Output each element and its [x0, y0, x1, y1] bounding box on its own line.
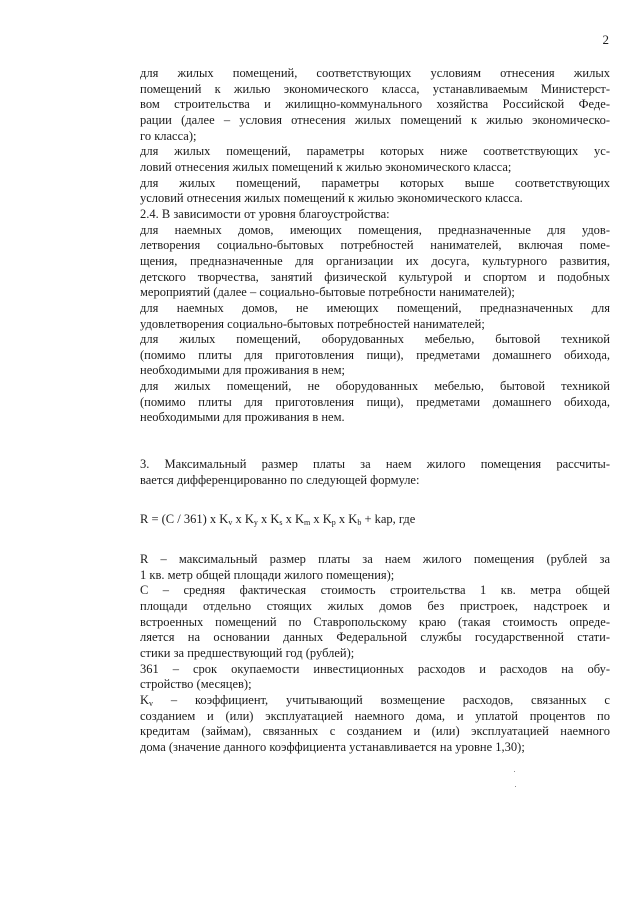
text-line: щения, предназначенные для организации их досуга, культурного развития,	[140, 253, 610, 268]
text-line: вается дифференцированно по следующей формуле:	[140, 472, 420, 487]
paragraph-unfurnished	[112, 379, 610, 426]
text-line: стройство (месяцев);	[140, 677, 252, 692]
text-line	[112, 693, 610, 709]
text-line: помещений к жилью экономического класса, устанавливаемым Министерст-	[140, 81, 610, 96]
formula-text: x K	[282, 512, 305, 527]
formula-subscript: y	[253, 518, 258, 528]
text-line: для жилых помещений, параметры которых выше соответствующих	[140, 175, 610, 190]
paragraph-furnished	[112, 332, 610, 379]
text-line: для жилых помещений, соответствующих условиям отнесения жилых	[140, 66, 610, 80]
text-line: площади отдельно стоящих жилых домов без пристроек, надстроек и	[140, 599, 610, 614]
scan-speck	[514, 771, 515, 772]
text-line: встроенных помещений по Ставропольскому краю (такая стоимость опреде-	[140, 614, 610, 629]
text-line: C – средняя фактическая стоимость строительства 1 кв. метра общей	[140, 583, 610, 598]
text-line: удовлетворения социально-бытовых потребностей нанимателей;	[140, 316, 485, 331]
text-line: дома (значение данного коэффициента устанавливается на уровне 1,30);	[140, 739, 525, 754]
formula-subscript: p	[331, 518, 336, 528]
text-line: для жилых помещений, не оборудованных мебелью, бытовой техникой	[140, 379, 610, 394]
text-line: кредитам (займам), связанных с созданием и (или) эксплуатацией наемного	[140, 724, 610, 739]
text-line: необходимыми для проживания в нем;	[140, 363, 345, 378]
text-line: (помимо плиты для приготовления пищи), предметами домашнего обихода,	[140, 394, 610, 409]
paragraph-economy-class	[112, 66, 610, 144]
text-line: созданием и (или) эксплуатацией наемного дома, и уплатой процентов по	[140, 708, 610, 723]
kv-first-line: – коэффициент, учитывающий возмещение расходов, связанных с	[153, 692, 610, 707]
text-line: ловий отнесения жилых помещений к жилью экономического класса;	[140, 159, 512, 174]
formula-text: x K	[335, 512, 358, 527]
formula-subscript: m	[304, 518, 311, 528]
text-line: летворения социально-бытовых потребностей нанимателей, включая поме-	[140, 238, 610, 253]
text-line: для наемных домов, не имеющих помещений, предназначенных для	[140, 300, 610, 315]
formula-text: x K	[257, 512, 280, 527]
text-line: для жилых помещений, параметры которых ниже соответствующих ус-	[140, 144, 610, 159]
text-line: 1 кв. метр общей площади жилого помещения);	[140, 567, 395, 582]
scan-speck	[515, 786, 516, 787]
paragraph-above-economy	[112, 176, 610, 207]
formula-subscript: b	[357, 518, 362, 528]
definition-kv	[112, 693, 610, 756]
section-2-4-heading	[112, 207, 610, 223]
rent-formula	[112, 512, 610, 528]
formula-subscript: v	[228, 518, 233, 528]
text-line: мероприятий (далее – социально-бытовые потребности нанимателей);	[140, 285, 515, 300]
paragraph-below-economy	[112, 144, 610, 175]
text-line: го класса);	[140, 128, 197, 143]
text-line: для жилых помещений, оборудованных мебелью, бытовой техникой	[140, 332, 610, 347]
text-line: 2.4. В зависимости от уровня благоустройства:	[140, 206, 390, 221]
text-line: необходимыми для проживания в нем.	[140, 410, 345, 425]
text-line: R – максимальный размер платы за наем жилого помещения (рублей за	[140, 552, 610, 567]
text-line: для наемных домов, имеющих помещения, предназначенные для удов-	[140, 222, 610, 237]
text-line: 361 – срок окупаемости инвестиционных расходов и расходов на обу-	[140, 661, 610, 676]
kv-symbol: K	[140, 692, 150, 707]
text-line: условий отнесения жилых помещений к жилью экономического класса.	[140, 191, 523, 206]
text-line: (помимо плиты для приготовления пищи), предметами домашнего обихода,	[140, 347, 610, 362]
formula-text: x K	[310, 512, 332, 527]
text-line: 3. Максимальный размер платы за наем жилого помещения рассчиты-	[140, 457, 610, 472]
text-line: ляется на основании данных Федеральной службы государственной стати-	[140, 630, 610, 645]
kv-subscript: v	[149, 698, 154, 708]
formula-text: + kap, где	[361, 512, 416, 527]
paragraph-with-social-premises	[112, 223, 610, 301]
formula-text: R = (C / 361) x K	[140, 512, 229, 527]
section-3-paragraph	[112, 457, 610, 488]
document-body	[112, 66, 610, 756]
definition-r	[112, 552, 610, 583]
formula-text: x K	[232, 512, 254, 527]
text-line: детского творчества, занятий физической культурой и спортом и подобных	[140, 269, 610, 284]
text-line: стики за предшествующий год (рублей);	[140, 646, 355, 660]
definition-361	[112, 662, 610, 693]
text-line: вом строительства и жилищно-коммунального хозяйства Российской Феде-	[140, 97, 610, 112]
page-number: 2	[602, 32, 609, 47]
formula-subscript: s	[279, 518, 283, 528]
text-line: рации (далее – условия отнесения жилых помещений к жилью экономическо-	[140, 112, 610, 127]
paragraph-without-social-premises	[112, 301, 610, 332]
definition-c	[112, 583, 610, 661]
